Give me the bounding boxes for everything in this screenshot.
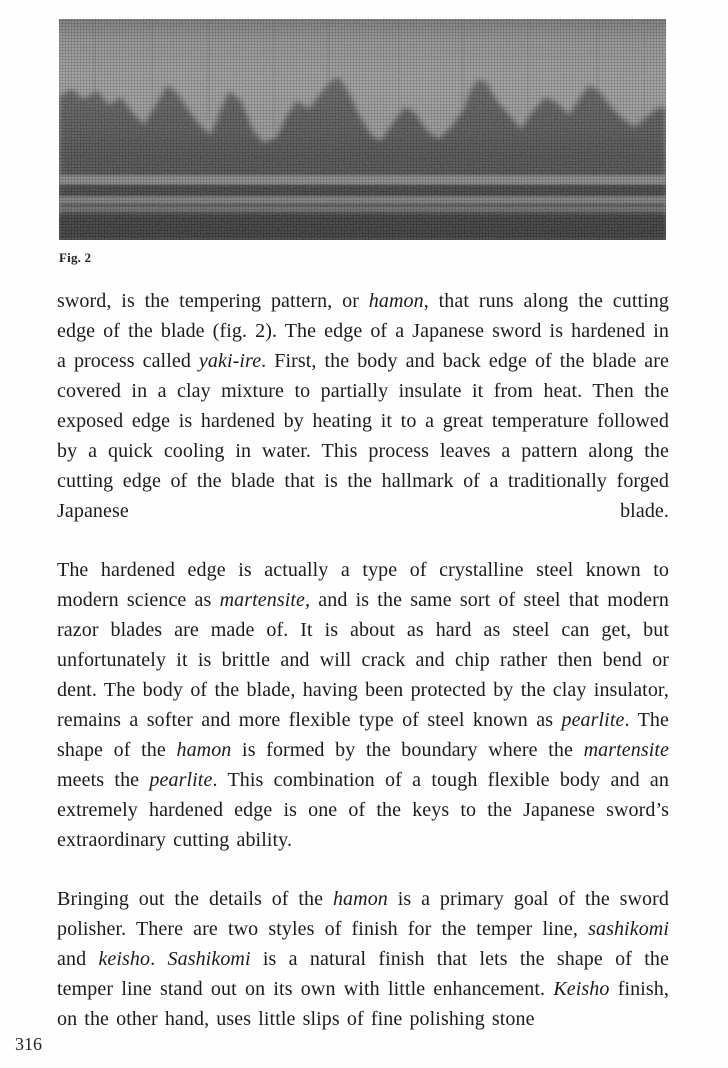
hamon-photograph — [59, 19, 666, 240]
figure-caption: Fig. 2 — [59, 250, 92, 265]
body-text — [57, 286, 669, 1034]
paragraph-3: Bringing out the details of the hamon is a primary goal of the sword polisher. There are two styles of finish for the temper line, sashikomi and keisho. Sashikomi is a natural finish that lets the shape of the temper line stand out on its own with little enhancement. Keisho finish, on the other hand, uses little slips of fine polishing stone — [57, 888, 670, 1030]
paragraph-2: The hardened edge is actually a type of crystalline steel known to modern science as martensite, and is the same sort of steel that modern razor blades are made of. It is about as hard as steel can get, but unfortunately it is brittle and will crack and chip rather then bend or dent. The body of the blade, having been protected by the clay insulator, remains a softer and more flexible type of steel known as pearlite. The shape of the hamon is formed by the boundary where the martensite meets the pearlite. This combination of a tough flexible body and an extremely hardened edge is one of the keys to the Japanese sword’s extraordinary cutting ability. — [57, 559, 670, 851]
page-number: 316 — [15, 1034, 42, 1054]
figure-2 — [59, 19, 666, 266]
paragraph-1: sword, is the tempering pattern, or hamon, that runs along the cutting edge of the blade (fig. 2). The edge of a Japanese sword is hardened in a process called yaki-ire. First, the body and back edge of the blade are covered in a clay mixture to partially insulate it from heat. Then the exposed edge is hardened by heating it to a great temperature followed by a quick cooling in water. This process leaves a pattern along the cutting edge of the blade that is the hallmark of a traditionally forged Japanese blade. — [57, 290, 669, 522]
